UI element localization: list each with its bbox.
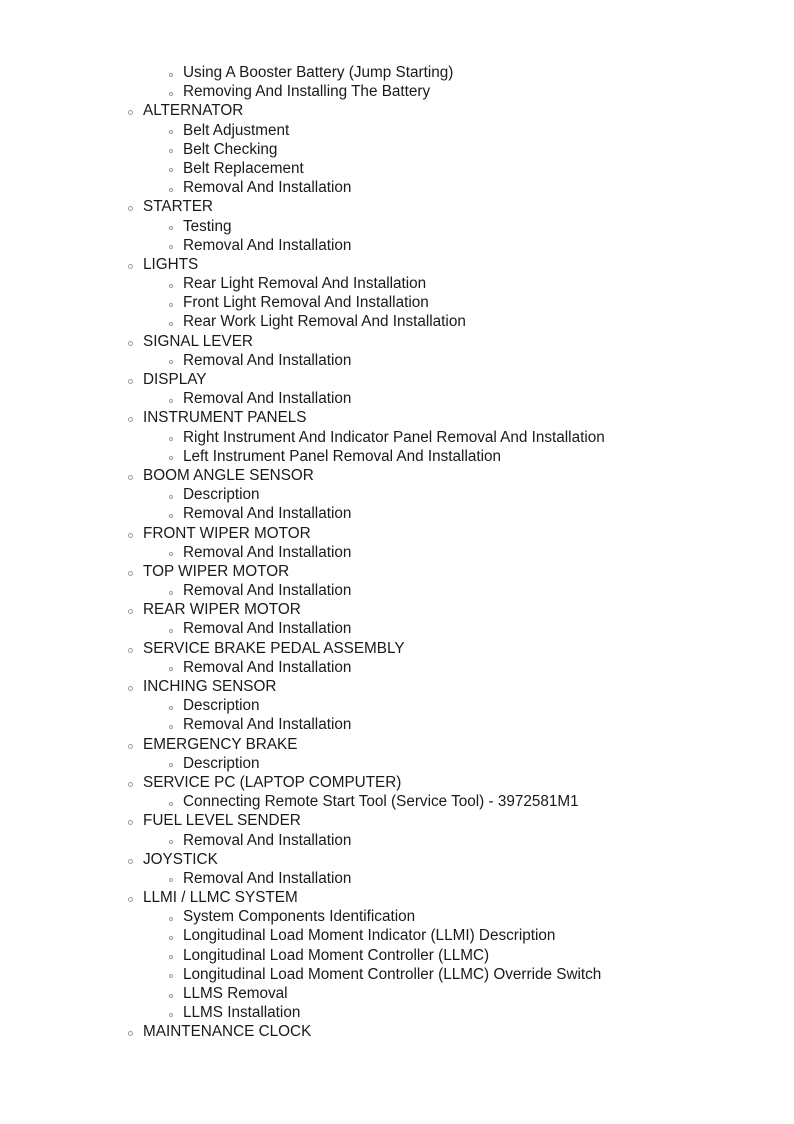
toc-item-label: Removal And Installation xyxy=(183,505,352,523)
toc-item-label: Removal And Installation xyxy=(183,582,352,600)
bullet-icon xyxy=(128,370,134,389)
toc-item-label: Testing xyxy=(183,217,232,235)
bullet-icon xyxy=(169,274,175,293)
bullet-icon xyxy=(169,63,175,82)
toc-item-label: LLMS Removal xyxy=(183,985,288,1002)
toc-subsection-item[interactable] xyxy=(0,312,794,331)
toc-list xyxy=(0,63,794,1042)
toc-subsection-item[interactable] xyxy=(0,389,794,408)
bullet-icon xyxy=(128,255,134,274)
toc-item-label: Removal And Installation xyxy=(183,658,352,676)
bullet-icon xyxy=(128,735,134,754)
toc-subsection-item[interactable] xyxy=(0,965,794,984)
bullet-icon xyxy=(128,197,134,216)
toc-page xyxy=(0,63,794,1042)
toc-section-item[interactable] xyxy=(0,197,794,216)
toc-subsection-item[interactable] xyxy=(0,696,794,715)
bullet-icon xyxy=(169,140,175,159)
toc-subsection-item[interactable] xyxy=(0,217,794,236)
toc-section-item[interactable] xyxy=(0,332,794,351)
bullet-icon xyxy=(169,236,175,255)
toc-item-label: Removing And Installing The Battery xyxy=(183,83,431,101)
bullet-icon xyxy=(169,581,175,600)
toc-subsection-item[interactable] xyxy=(0,236,794,255)
toc-subsection-item[interactable] xyxy=(0,715,794,734)
bullet-icon xyxy=(169,965,175,984)
toc-item-label: Removal And Installation xyxy=(183,716,352,734)
bullet-icon xyxy=(128,524,134,543)
bullet-icon xyxy=(128,101,134,120)
bullet-icon xyxy=(169,715,175,734)
toc-subsection-item[interactable] xyxy=(0,63,794,82)
toc-section-item[interactable] xyxy=(0,639,794,658)
bullet-icon xyxy=(169,428,175,447)
bullet-icon xyxy=(169,926,175,945)
toc-section-item[interactable] xyxy=(0,370,794,389)
toc-item-label: Rear Work Light Removal And Installation xyxy=(183,313,466,331)
toc-section-item[interactable] xyxy=(0,677,794,696)
bullet-icon xyxy=(128,332,134,351)
toc-item-label: SERVICE PC (LAPTOP COMPUTER) xyxy=(143,773,402,791)
bullet-icon xyxy=(169,831,175,850)
toc-item-label: Removal And Installation xyxy=(183,390,352,408)
toc-subsection-item[interactable] xyxy=(0,543,794,562)
bullet-icon xyxy=(169,217,175,236)
toc-item-label: DISPLAY xyxy=(143,371,207,388)
toc-item-label: Removal And Installation xyxy=(183,869,352,887)
bullet-icon xyxy=(169,504,175,523)
toc-subsection-item[interactable] xyxy=(0,140,794,159)
toc-subsection-item[interactable] xyxy=(0,907,794,926)
bullet-icon xyxy=(169,159,175,178)
toc-item-label: System Components Identification xyxy=(183,908,416,926)
toc-subsection-item[interactable] xyxy=(0,984,794,1003)
toc-subsection-item[interactable] xyxy=(0,658,794,677)
bullet-icon xyxy=(169,754,175,773)
bullet-icon xyxy=(169,178,175,197)
bullet-icon xyxy=(169,485,175,504)
bullet-icon xyxy=(128,408,134,427)
toc-item-label: Removal And Installation xyxy=(183,351,352,369)
toc-subsection-item[interactable] xyxy=(0,792,794,811)
toc-item-label: TOP WIPER MOTOR xyxy=(143,562,290,580)
bullet-icon xyxy=(169,907,175,926)
toc-subsection-item[interactable] xyxy=(0,504,794,523)
toc-subsection-item[interactable] xyxy=(0,946,794,965)
toc-subsection-item[interactable] xyxy=(0,351,794,370)
toc-subsection-item[interactable] xyxy=(0,428,794,447)
bullet-icon xyxy=(128,850,134,869)
toc-item-label: JOYSTICK xyxy=(143,850,218,868)
bullet-icon xyxy=(128,600,134,619)
toc-subsection-item[interactable] xyxy=(0,485,794,504)
bullet-icon xyxy=(169,1003,175,1022)
bullet-icon xyxy=(169,312,175,331)
toc-section-item[interactable] xyxy=(0,735,794,754)
toc-item-label: Description xyxy=(183,697,260,715)
toc-item-label: BOOM ANGLE SENSOR xyxy=(143,466,314,484)
toc-subsection-item[interactable] xyxy=(0,926,794,945)
toc-item-label: MAINTENANCE CLOCK xyxy=(143,1023,312,1041)
toc-section-item[interactable] xyxy=(0,888,794,907)
toc-subsection-item[interactable] xyxy=(0,274,794,293)
toc-subsection-item[interactable] xyxy=(0,447,794,466)
bullet-icon xyxy=(128,811,134,830)
bullet-icon xyxy=(169,869,175,888)
toc-item-label: LIGHTS xyxy=(143,255,199,273)
toc-item-label: Longitudinal Load Moment Indicator (LLMI) Description xyxy=(183,927,556,945)
toc-section-item[interactable] xyxy=(0,600,794,619)
toc-subsection-item[interactable] xyxy=(0,293,794,312)
toc-item-label: INCHING SENSOR xyxy=(143,678,277,695)
toc-item-label: Longitudinal Load Moment Controller (LLMC) xyxy=(183,946,490,964)
bullet-icon xyxy=(169,293,175,312)
bullet-icon xyxy=(128,888,134,907)
toc-item-label: Rear Light Removal And Installation xyxy=(183,275,427,293)
bullet-icon xyxy=(169,447,175,466)
toc-item-label: INSTRUMENT PANELS xyxy=(143,409,307,427)
bullet-icon xyxy=(128,562,134,581)
bullet-icon xyxy=(169,351,175,370)
toc-subsection-item[interactable] xyxy=(0,1003,794,1022)
toc-item-label: Right Instrument And Indicator Panel Removal And Installation xyxy=(183,428,605,446)
toc-item-label: REAR WIPER MOTOR xyxy=(143,601,301,619)
toc-subsection-item[interactable] xyxy=(0,754,794,773)
toc-section-item[interactable] xyxy=(0,524,794,543)
bullet-icon xyxy=(169,792,175,811)
toc-item-label: Removal And Installation xyxy=(183,236,352,254)
toc-subsection-item[interactable] xyxy=(0,581,794,600)
toc-section-item[interactable] xyxy=(0,1022,794,1041)
toc-item-label: SERVICE BRAKE PEDAL ASSEMBLY xyxy=(143,639,405,657)
toc-section-item[interactable] xyxy=(0,101,794,120)
toc-item-label: ALTERNATOR xyxy=(143,102,244,120)
toc-subsection-item[interactable] xyxy=(0,869,794,888)
toc-section-item[interactable] xyxy=(0,466,794,485)
toc-section-item[interactable] xyxy=(0,408,794,427)
bullet-icon xyxy=(169,619,175,638)
toc-item-label: Removal And Installation xyxy=(183,179,352,197)
toc-section-item[interactable] xyxy=(0,562,794,581)
bullet-icon xyxy=(169,658,175,677)
bullet-icon xyxy=(128,466,134,485)
toc-item-label: Longitudinal Load Moment Controller (LLMC) Override Switch xyxy=(183,965,602,983)
toc-item-label: Belt Replacement xyxy=(183,159,304,177)
toc-item-label: Using A Booster Battery (Jump Starting) xyxy=(183,64,454,81)
toc-section-item[interactable] xyxy=(0,255,794,274)
toc-subsection-item[interactable] xyxy=(0,831,794,850)
toc-item-label: STARTER xyxy=(143,198,213,216)
toc-item-label: Connecting Remote Start Tool (Service Tool) - 3972581M1 xyxy=(183,793,579,811)
toc-subsection-item[interactable] xyxy=(0,121,794,140)
toc-item-label: Removal And Installation xyxy=(183,543,352,561)
bullet-icon xyxy=(169,984,175,1003)
toc-item-label: Description xyxy=(183,486,260,504)
bullet-icon xyxy=(169,543,175,562)
toc-subsection-item[interactable] xyxy=(0,159,794,178)
toc-section-item[interactable] xyxy=(0,811,794,830)
toc-subsection-item[interactable] xyxy=(0,619,794,638)
bullet-icon xyxy=(128,677,134,696)
toc-item-label: Removal And Installation xyxy=(183,831,352,849)
toc-item-label: LLMS Installation xyxy=(183,1004,301,1022)
toc-item-label: EMERGENCY BRAKE xyxy=(143,735,298,753)
toc-section-item[interactable] xyxy=(0,773,794,792)
bullet-icon xyxy=(169,696,175,715)
toc-item-label: LLMI / LLMC SYSTEM xyxy=(143,889,298,907)
bullet-icon xyxy=(128,1022,134,1041)
toc-item-label: SIGNAL LEVER xyxy=(143,332,253,350)
bullet-icon xyxy=(169,121,175,140)
bullet-icon xyxy=(128,639,134,658)
toc-item-label: Front Light Removal And Installation xyxy=(183,294,429,312)
toc-item-label: Belt Checking xyxy=(183,140,278,158)
bullet-icon xyxy=(169,82,175,101)
toc-section-item[interactable] xyxy=(0,850,794,869)
bullet-icon xyxy=(169,946,175,965)
toc-subsection-item[interactable] xyxy=(0,178,794,197)
toc-subsection-item[interactable] xyxy=(0,82,794,101)
toc-item-label: FRONT WIPER MOTOR xyxy=(143,524,311,542)
bullet-icon xyxy=(128,773,134,792)
toc-item-label: Left Instrument Panel Removal And Installation xyxy=(183,447,502,465)
toc-item-label: Belt Adjustment xyxy=(183,121,290,139)
toc-item-label: FUEL LEVEL SENDER xyxy=(143,812,301,830)
bullet-icon xyxy=(169,389,175,408)
toc-item-label: Description xyxy=(183,754,260,772)
toc-item-label: Removal And Installation xyxy=(183,620,352,638)
